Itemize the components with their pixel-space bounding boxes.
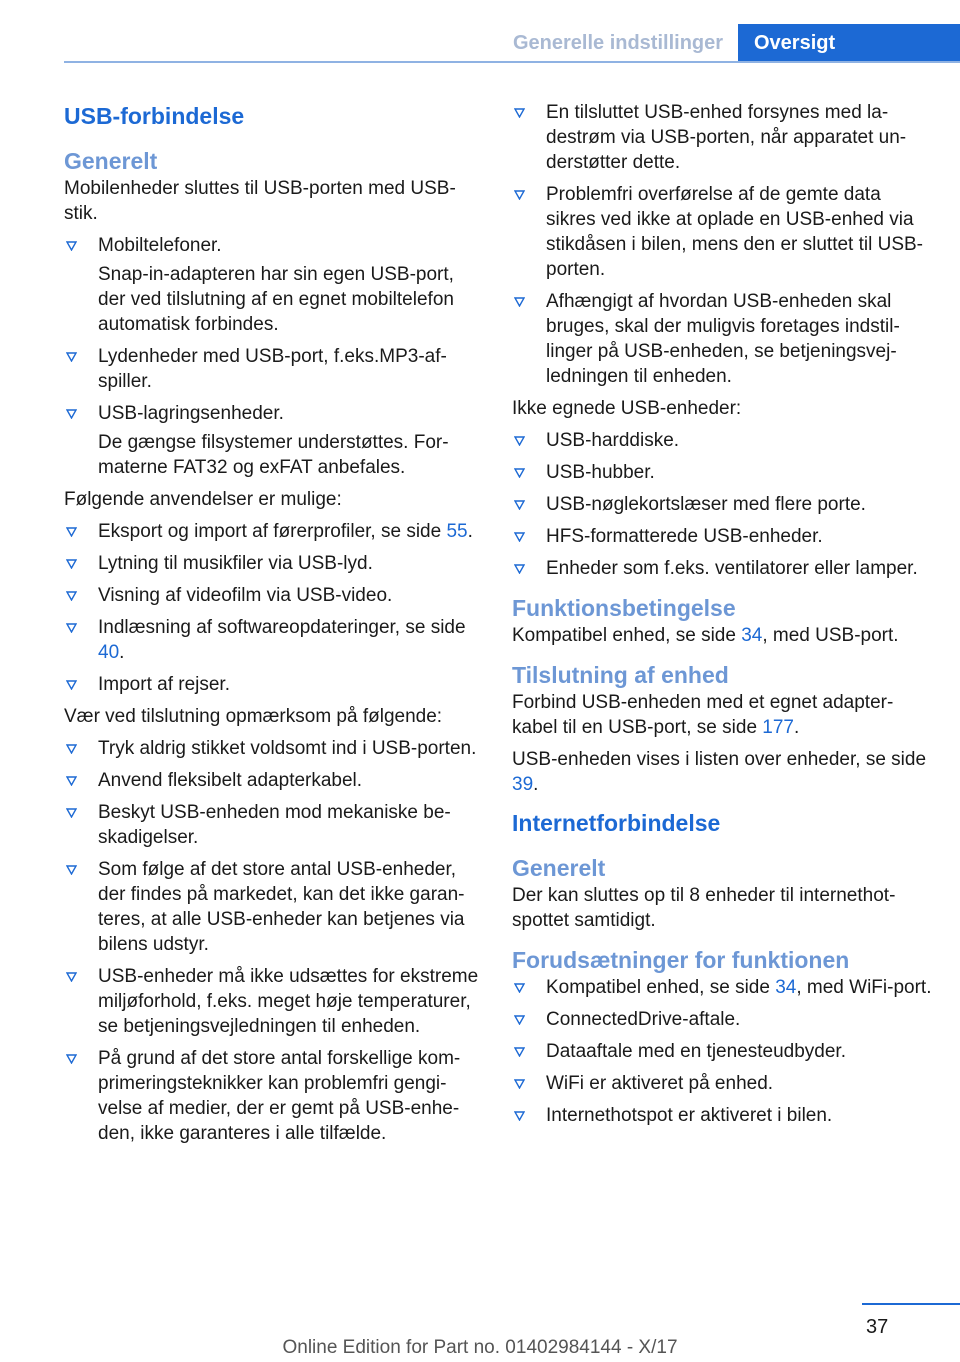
list-item xyxy=(64,519,484,544)
list-item xyxy=(64,964,484,1039)
subheading-connect-device: Tilslutning af enhed xyxy=(512,662,729,688)
paragraph-text: USB-enheden vises i listen over enheder, se side xyxy=(512,749,927,770)
list-item-text: På grund af det store antal forskellige komprimeringsteknikker kan problemfri gengivelse af medier, der er gemt på USB-enheden, ikke garanteres i alle tilfælde. xyxy=(98,1048,461,1144)
notes-list-continued xyxy=(512,100,932,389)
paragraph-text: Forbind USB-enheden med et egnet adapterkabel til en USB-port, se side xyxy=(512,692,894,738)
list-item-text: WiFi er aktiveret på enhed. xyxy=(546,1073,774,1094)
header-rule xyxy=(64,61,960,63)
list-item xyxy=(64,583,484,608)
list-item xyxy=(512,289,932,389)
page-link[interactable]: 177 xyxy=(762,717,794,738)
list-item-text: Lydenheder med USB-port, f.eks.MP3-afspiller. xyxy=(98,346,447,392)
triangle-bullet-icon xyxy=(514,428,534,453)
list-item-text: En tilsluttet USB-enhed forsynes med ladestrøm via USB-porten, når apparatet understøtter dette. xyxy=(546,102,907,173)
paragraph-text-end: . xyxy=(533,774,539,795)
list-item-text: Enheder som f.eks. ventilatorer eller lamper. xyxy=(546,558,918,579)
list-item xyxy=(512,556,932,581)
list-item-text-end: , med WiFi-port. xyxy=(796,977,932,998)
list-item-text: ConnectedDrive-aftale. xyxy=(546,1009,741,1030)
edition-footer: Online Edition for Part no. 01402984144 - X/17 xyxy=(282,1337,678,1358)
list-item xyxy=(64,857,484,957)
list-item xyxy=(64,344,484,394)
list-item-subtext: Snap-in-adapteren har sin egen USB-port, der ved tilslutning af en egnet mobiltelefon automatisk forbindes. xyxy=(98,264,454,335)
subheading-prerequisites: Forudsætninger for funktionen xyxy=(512,947,850,973)
list-item xyxy=(512,975,932,1000)
list-item xyxy=(512,1103,932,1128)
subheading-function-condition: Funktionsbetingelse xyxy=(512,595,736,621)
page-link[interactable]: 34 xyxy=(775,977,797,998)
triangle-bullet-icon xyxy=(66,1046,86,1071)
list-item-text: Problemfri overførelse af de gemte data sikres ved ikke at oplade en USB-enhed via stikdåsen i bilen, mens den er sluttet til USB-porten. xyxy=(546,184,924,280)
uses-intro: Følgende anvendelser er mulige: xyxy=(64,489,342,510)
internet-intro: Der kan sluttes op til 8 enheder til internethotspottet samtidigt. xyxy=(512,885,896,931)
section-title-usb: USB-forbindelse xyxy=(64,103,245,129)
triangle-bullet-icon xyxy=(514,460,534,485)
list-item xyxy=(512,100,932,175)
list-item xyxy=(512,1071,932,1096)
triangle-bullet-icon xyxy=(514,289,534,314)
list-item xyxy=(512,524,932,549)
triangle-bullet-icon xyxy=(66,344,86,369)
paragraph-text-end: , med USB-port. xyxy=(762,625,899,646)
footer-rule xyxy=(862,1303,960,1305)
triangle-bullet-icon xyxy=(66,233,86,258)
triangle-bullet-icon xyxy=(66,519,86,544)
triangle-bullet-icon xyxy=(514,182,534,207)
function-condition-paragraph xyxy=(512,623,932,648)
list-item xyxy=(64,768,484,793)
paragraph-text-end: . xyxy=(794,717,800,738)
triangle-bullet-icon xyxy=(514,1039,534,1064)
list-item-text: Visning af videofilm via USB-video. xyxy=(98,585,393,606)
triangle-bullet-icon xyxy=(66,736,86,761)
list-item-text: USB-enheder må ikke udsættes for ekstreme miljøforhold, f.eks. meget høje temperaturer, se betjeningsvejledningen til enheden. xyxy=(98,966,479,1037)
list-item-text: HFS-formatterede USB-enheder. xyxy=(546,526,823,547)
section-title-internet: Internetforbindelse xyxy=(512,810,721,836)
right-column xyxy=(512,100,932,1135)
triangle-bullet-icon xyxy=(66,615,86,640)
list-item xyxy=(64,551,484,576)
list-item xyxy=(64,736,484,761)
triangle-bullet-icon xyxy=(514,975,534,1000)
triangle-bullet-icon xyxy=(514,524,534,549)
triangle-bullet-icon xyxy=(66,800,86,825)
unsuitable-intro: Ikke egnede USB-enheder: xyxy=(512,398,742,419)
list-item xyxy=(64,672,484,697)
list-item-text: Tryk aldrig stikket voldsomt ind i USB-porten. xyxy=(98,738,477,759)
list-item xyxy=(64,800,484,850)
device-list-paragraph xyxy=(512,747,932,797)
list-item-text: USB-lagringsenheder. xyxy=(98,403,284,424)
list-item xyxy=(64,233,484,337)
list-item-text: Anvend fleksibelt adapterkabel. xyxy=(98,770,363,791)
unsuitable-list xyxy=(512,428,932,581)
triangle-bullet-icon xyxy=(514,492,534,517)
intro-paragraph: Mobilenheder sluttes til USB-porten med USB-stik. xyxy=(64,178,456,224)
page-link[interactable]: 34 xyxy=(741,625,763,646)
list-item-text: Import af rejser. xyxy=(98,674,230,695)
list-item-text-end: . xyxy=(119,642,125,663)
list-item-text: Internethotspot er aktiveret i bilen. xyxy=(546,1105,833,1126)
uses-list xyxy=(64,519,484,697)
connect-paragraph xyxy=(512,690,932,740)
triangle-bullet-icon xyxy=(514,1071,534,1096)
triangle-bullet-icon xyxy=(66,551,86,576)
list-item xyxy=(512,460,932,485)
list-item-text: USB-nøglekortslæser med flere porte. xyxy=(546,494,866,515)
triangle-bullet-icon xyxy=(66,583,86,608)
list-item xyxy=(512,182,932,282)
paragraph-text: Kompatibel enhed, se side xyxy=(512,625,742,646)
list-item-text: Kompatibel enhed, se side xyxy=(546,977,776,998)
list-item-text-end: . xyxy=(467,521,473,542)
list-item xyxy=(64,615,484,665)
triangle-bullet-icon xyxy=(514,556,534,581)
list-item-text: USB-harddiske. xyxy=(546,430,680,451)
list-item-subtext: De gængse filsystemer understøttes. Formaterne FAT32 og exFAT anbefales. xyxy=(98,432,449,478)
triangle-bullet-icon xyxy=(66,401,86,426)
header-section-label: Generelle indstillinger xyxy=(512,32,724,54)
list-item-text: Indlæsning af softwareopdateringer, se side xyxy=(98,617,466,638)
triangle-bullet-icon xyxy=(514,100,534,125)
list-item-text: Dataaftale med en tjenesteudbyder. xyxy=(546,1041,846,1062)
list-item-text: Lytning til musikfiler via USB-lyd. xyxy=(98,553,373,574)
list-item-text: USB-hubber. xyxy=(546,462,655,483)
triangle-bullet-icon xyxy=(66,857,86,882)
list-item-text: Mobiltelefoner. xyxy=(98,235,222,256)
prerequisites-list xyxy=(512,975,932,1128)
page-number: 37 xyxy=(866,1316,889,1338)
page-link[interactable]: 40 xyxy=(98,642,120,663)
list-item xyxy=(512,1039,932,1064)
list-item xyxy=(64,1046,484,1146)
triangle-bullet-icon xyxy=(66,672,86,697)
list-item-text: Beskyt USB-enheden mod mekaniske beskadigelser. xyxy=(98,802,451,848)
notes-list xyxy=(64,736,484,1146)
triangle-bullet-icon xyxy=(514,1103,534,1128)
triangle-bullet-icon xyxy=(66,964,86,989)
triangle-bullet-icon xyxy=(66,768,86,793)
list-item xyxy=(512,428,932,453)
subheading-general: Generelt xyxy=(64,148,158,174)
page-link[interactable]: 55 xyxy=(446,521,468,542)
header-tab-oversigt: Oversigt xyxy=(738,24,960,62)
page-header xyxy=(0,0,960,62)
notes-intro: Vær ved tilslutning opmærksom på følgende: xyxy=(64,706,443,727)
device-list xyxy=(64,233,484,480)
page-link[interactable]: 39 xyxy=(512,774,534,795)
subheading-general-internet: Generelt xyxy=(512,855,606,881)
left-column xyxy=(64,100,484,1153)
list-item xyxy=(512,492,932,517)
list-item-text: Eksport og import af førerprofiler, se side xyxy=(98,521,447,542)
list-item xyxy=(512,1007,932,1032)
list-item-text: Afhængigt af hvordan USB-enheden skal bruges, skal der muligvis foretages indstillinger på USB-enheden, se betjeningsvejledningen til enheden. xyxy=(546,291,900,387)
triangle-bullet-icon xyxy=(514,1007,534,1032)
list-item-text: Som følge af det store antal USB-enheder, der findes på markedet, kan det ikke garanteres, at alle USB-enheder kan betjenes via bilens udstyr. xyxy=(98,859,465,955)
list-item xyxy=(64,401,484,480)
